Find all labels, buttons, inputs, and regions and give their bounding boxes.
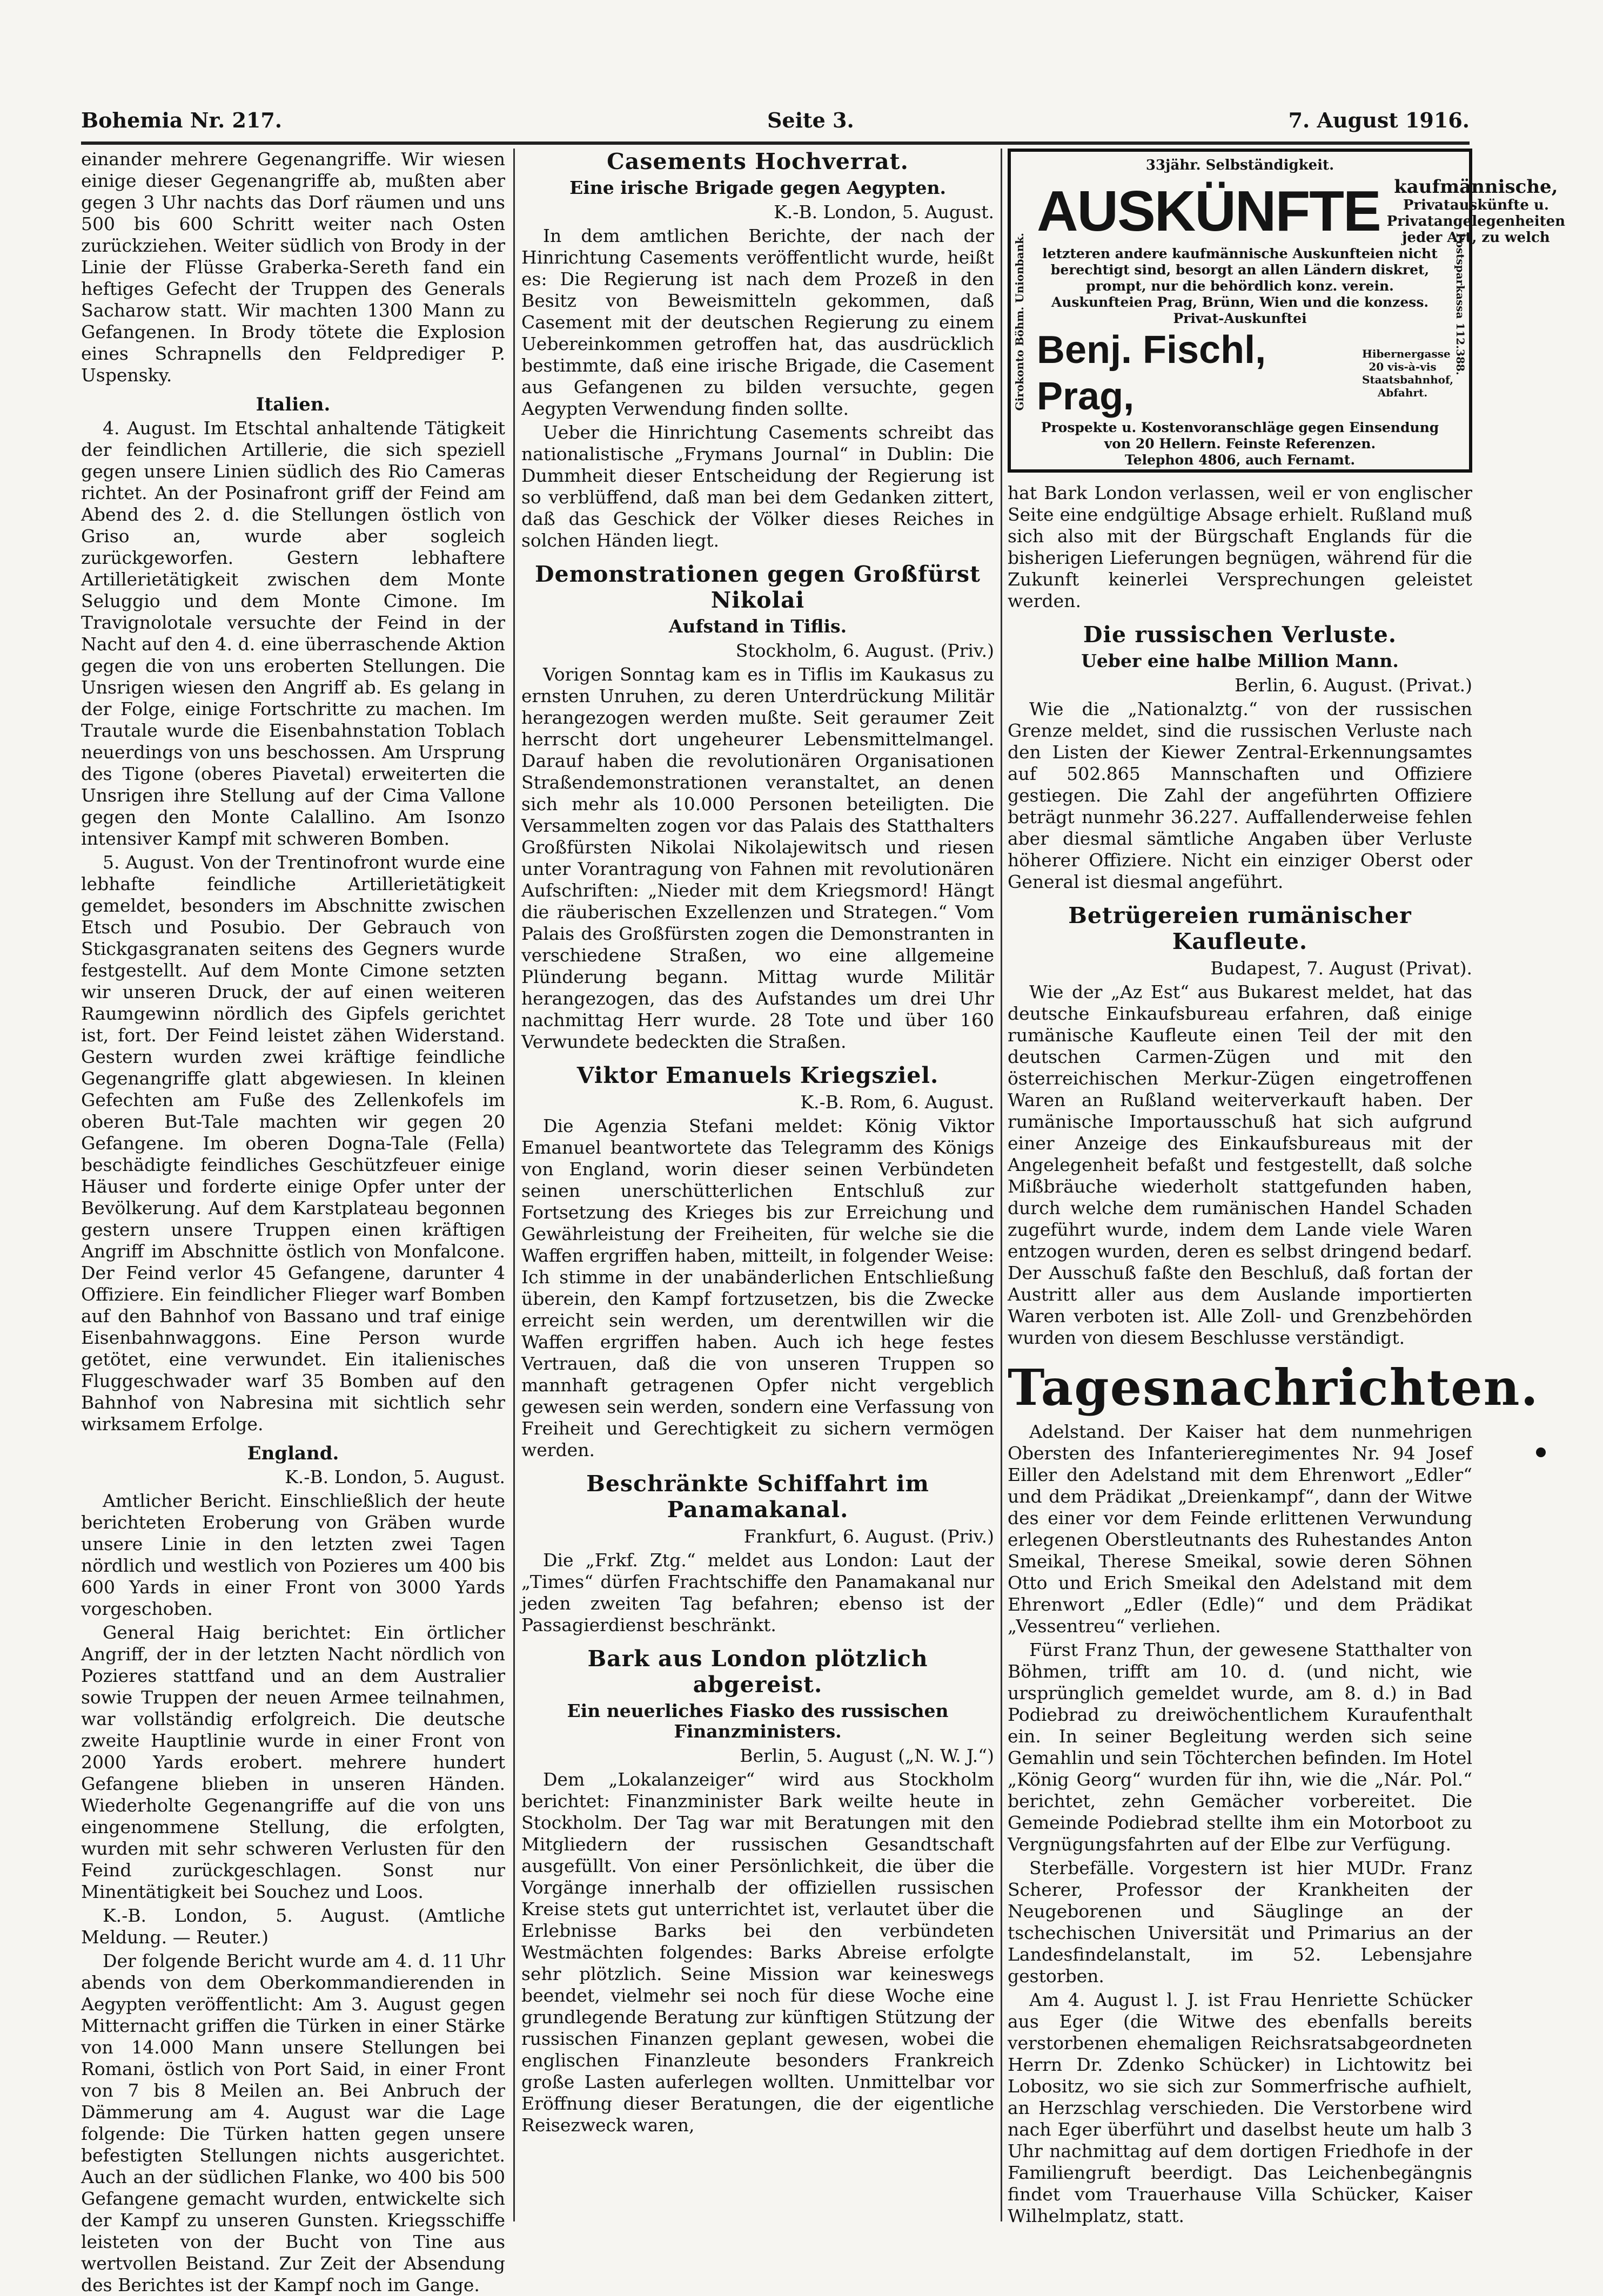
article-text: Wie der „Az Est“ aus Bukarest meldet, hat das deutsche Einkaufsbureau erfahren, daß einige rumänische Kaufleute einen Teil der mit den deutschen Carmen-Zügen und mit den österreichischen Merkur-Zügen eingetroffenen Waren an Rußland weiterverkauft haben. Der rumänische Importausschuß hat sich aufgrund einer Anzeige des Einkaufsbureaus mit der Angelegenheit befaßt und festgestellt, daß solche Mißbräuche wiederholt stattgefunden haben, durch welche dem rumänischen Handel Schaden zugeführt wurde, indem dem Lande viele Waren entzogen wurden, deren es selbst dringend bedarf. Der Ausschuß faßte den Beschluß, daß fortan der Austritt aller aus dem Auslande importierten Waren verboten ist. Alle Zoll- und Grenzbehörden wurden von diesem Beschlusse verständigt.: [1008, 981, 1472, 1348]
section-heading-england: England.: [247, 1443, 339, 1464]
dateline: K.-B. Rom, 6. August.: [800, 1092, 994, 1113]
ad-side-text-right: Postsparkassa 112.388.: [1454, 233, 1467, 375]
section-heading-italien: Italien.: [256, 394, 331, 415]
dateline: Budapest, 7. August (Privat).: [1210, 958, 1472, 979]
subheadline: Aufstand in Tiflis.: [668, 616, 847, 637]
dateline: Frankfurt, 6. August. (Priv.): [743, 1526, 994, 1547]
ad-telephone: Telephon 4806, auch Fernamt.: [1124, 452, 1356, 468]
subheadline: Ueber eine halbe Million Mann.: [1081, 650, 1399, 671]
article-text: Amtlicher Bericht. Einschließlich der heute berichteten Eroberung von Gräben wurde unsere Linie in den letzten zwei Tagen nördlich und westlich von Pozieres um 400 bis 600 Yards in einer Front von 3000 Yards vorgeschoben.: [81, 1490, 505, 1619]
ad-title-row: [1037, 176, 1566, 246]
dateline: Berlin, 5. August („N. W. J.“): [740, 1745, 994, 1766]
punch-hole-mark: [1536, 1447, 1546, 1457]
dateline: Stockholm, 6. August. (Priv.): [735, 640, 994, 661]
headline-bark: Bark aus London plötzlich abgereist.: [587, 1646, 928, 1698]
article-text: Adelstand. Der Kaiser hat dem nunmehrigen Obersten des Infanterieregimentes Nr. 94 Josef Eiller den Adelstand mit dem Ehrenwort „Edler“ und dem Prädikat „Dreienkampf“, dann der Witwe des einer vor dem Feinde erlittenen Verwundung erlegenen Oberstleutnants des Ruhestandes Anton Smeikal, Therese Smeikal, sowie deren Söhnen Otto und Erich Smeikal den Adelstand mit dem Ehrenwort „Edler (Edle)“ und dem Prädikat „Vessentreu“ verliehen.: [1008, 1421, 1472, 1637]
dateline: Berlin, 6. August. (Privat.): [1235, 675, 1472, 696]
ad-description: letzteren andere kaufmännische Auskunfteien nicht berechtigt sind, besorgt an allen Ländern diskret, prompt, nur die behördlich konz. verein. Auskunfteien Prag, Brünn, Wien und die konzess. Privat-Auskunftei: [1042, 246, 1438, 326]
ad-firm-row: [1037, 327, 1454, 420]
article-text: 5. August. Von der Trentinofront wurde eine lebhafte feindliche Artillerietätigkeit gemeldet, besonders im Abschnitte zwischen Etsch und Posubio. Der Gebrauch von Stickgasgranaten seitens des Gegners wurde festgestellt. Auf dem Monte Cimone setzten wir unseren Druck, der auf einen weiteren Raumgewinn nördlich des Gipfels gerichtet ist, fort. Der Feind leistet zähen Widerstand. Gestern wurden zwei kräftige feindliche Gegenangriffe glatt abgewiesen. In kleinen Gefechten am Fuße des Zellenkofels im oberen But-Tale machten wir gegen 20 Gefangene. Im oberen Dogna-Tale (Fella) beschädigte feindliches Geschützfeuer einige Häuser und forderte einige Opfer unter der Bevölkerung. Auf dem Karstplateau begonnen gestern unsere Truppen einen kräftigen Angriff im Abschnitte östlich von Monfalcone. Der Feind verlor 45 Gefangene, darunter 4 Offiziere. Ein feindlicher Flieger warf Bomben auf den Bahnhof von Bassano und traf einige Eisenbahnwaggons. Eine Person wurde getötet, eine verwundet. Ein italienisches Fluggeschwader warf 35 Bomben auf den Bahnhof von Nabresina mit sichtlich sehr wirksamem Erfolge.: [81, 852, 505, 1435]
ad-firm-name: Benj. Fischl, Prag,: [1037, 328, 1266, 418]
article-text: 4. August. Im Etschtal anhaltende Tätigkeit der feindlichen Artillerie, die sich speziell gegen unsere Linien südlich des Rio Cameras richtet. An der Posinafront griff der Feind am Abend des 2. d. die Stellungen östlich von Griso an, wurde aber sogleich zurückgeworfen. Gestern lebhaftere Artillerietätigkeit zwischen dem Monte Seluggio und dem Monte Cimone. Im Travignolotale versuchte der Feind in der Nacht auf den 4. d. eine überraschende Aktion gegen die von uns eroberten Stellungen. Die Unsrigen wiesen den Angriff ab. Es gelang in der Folge, einige Fortschritte zu machen. Im Trautale wurde die Eisenbahnstation Toblach neuerdings von uns beschossen. Am Ursprung des Tigone (oberes Piavetal) erweiterten die Unsrigen ihre Stellung auf der Cima Vallone gegen den Monte Calallino. Am Isonzo intensiver Kampf mit schweren Bomben.: [81, 418, 505, 849]
headline-panamakanal: Beschränkte Schiffahrt im Panamakanal.: [586, 1471, 929, 1523]
page-header: [81, 108, 1470, 140]
article-text: hat Bark London verlassen, weil er von englischer Seite eine endgültige Absage erhielt. Rußland muß sich also mit der Bürgschaft Englands für die bisherigen Lieferungen begnügen, während für die Zukunft keinerlei Versprechungen geleistet werden.: [1008, 482, 1472, 611]
article-text: Die Agenzia Stefani meldet: König Viktor Emanuel beantwortete das Telegramm des Königs von England, worin dieser seinen Verbündeten seinen unerschütterlichen Entschluß zur Fortsetzung des Krieges bis zur Erreichung und Gewährleistung der Freiheiten, für welche sie die Waffen ergriffen haben, mitteilt, in folgender Weise: Ich stimme in der unabänderlichen Entschließung überein, den Kampf fortzusetzen, bis die Zwecke erreicht sein werden, um derentwillen wir die Waffen ergriffen haben. Auch ich hege festes Vertrauen, daß die von unseren Truppen so mannhaft getragenen Opfer nicht vergeblich gewesen sein werden, sondern eine Verfassung von Freiheit und Gerechtigkeit zu sichern vermögen werden.: [521, 1115, 994, 1460]
ad-address: Hibernergasse 20 vis-à-vis Staatsbahnhof, Abfahrt.: [1362, 347, 1454, 399]
headline-betruegereien: Betrügereien rumänischer Kaufleute.: [1068, 903, 1412, 954]
article-text: Am 4. August l. J. ist Frau Henriette Schücker aus Eger (die Witwe des ebenfalls bereits verstorbenen ehemaligen Reichsratsabgeordneten Herrn Dr. Zdenko Schücker) in Lichtowitz bei Lobositz, wo sie sich zur Sommerfrische aufhielt, an Herzschlag verschieden. Die Verstorbene wird nach Eger überführt und daselbst heute um halb 3 Uhr nachmittag auf dem dortigen Friedhofe in der Familiengruft beerdigt. Das Leichenbegängnis findet vom Trauerhause Villa Schücker, Kaiser Wilhelmplatz, statt.: [1008, 1989, 1472, 2226]
headline-nikolai: Demonstrationen gegen Großfürst Nikolai: [535, 561, 981, 613]
article-text: Ueber die Hinrichtung Casements schreibt das nationalistische „Frymans Journal“ in Dublin: Die Dummheit dieser Entscheidung der Regierung ist so verblüffend, daß man bei dem Gedanken zittert, daß das Geschick der Völker dieses Reiches in solchen Händen liegt.: [521, 422, 994, 551]
ad-tagline: 33jähr. Selbständigkeit.: [1145, 157, 1334, 173]
article-text: Fürst Franz Thun, der gewesene Statthalter von Böhmen, trifft am 10. d. (und nicht, wie ursprünglich gemeldet wurde, am 8. d.) in Bad Podiebrad zu dreiwöchentlichem Kuraufenthalt ein. In seiner Begleitung werden sich seine Gemahlin und sein Töchterchen befinden. Im Hotel „König Georg“ wurden für ihn, wie die „Nár. Pol.“ berichtet, zehn Gemächer vorbereitet. Die Gemeinde Podiebrad stellte ihm ein Motorboot zu Vergnügungsfahrten auf der Elbe zur Verfügung.: [1008, 1639, 1472, 1855]
header-date: 7. August 1916.: [1288, 108, 1470, 132]
article-text: einander mehrere Gegenangriffe. Wir wiesen einige dieser Gegenangriffe ab, mußten aber gegen 3 Uhr nachts das Dorf räumen und uns 500 bis 600 Schritt weiter nach Osten zurückziehen. Weiter südlich von Brody in der Linie der Flüsse Graberka-Sereth fand ein heftiges Gefecht der Truppen des Generals Sacharow statt. Wir machten 1300 Mann zu Gefangenen. In Brody tötete die Explosion eines Schrapnells den Feldprediger P. Uspensky.: [81, 149, 505, 386]
subheadline: Eine irische Brigade gegen Aegypten.: [569, 177, 946, 198]
column-divider-1: [513, 149, 515, 2221]
article-text: Dem „Lokalanzeiger“ wird aus Stockholm berichtet: Finanzminister Bark weilte heute in Stockholm. Der Tag war mit Beratungen mit den Mitgliedern der russischen Gesandtschaft ausgefüllt. Von einer Persönlichkeit, die über die Vorgänge innerhalb der offiziellen russischen Kreise stets gut unterrichtet ist, verlautet über die Erlebnisse Barks bei den verbündeten Westmächten folgendes: Barks Abreise erfolgte sehr plötzlich. Seine Mission war keineswegs beendet, vielmehr sei noch für diese Woche eine grundlegende Beratung zur künftigen Stützung der russischen Finanzen geplant gewesen, wobei die englischen Finanzleute besonders Frankreich große Lasten auferlegen wollten. Unmittelbar vor Eröffnung dieser Beratungen, die der eigentliche Reisezweck waren,: [521, 1769, 994, 2136]
column-divider-2: [1001, 149, 1002, 2221]
dateline: K.-B. London, 5. August.: [285, 1466, 505, 1487]
ad-title-side: [1387, 177, 1565, 246]
header-page-number: Seite 3.: [767, 108, 854, 132]
headline-viktor-emanuel: Viktor Emanuels Kriegsziel.: [576, 1062, 939, 1088]
headline-russische-verluste: Die russischen Verluste.: [1083, 622, 1397, 648]
article-text: Die „Frkf. Ztg.“ meldet aus London: Laut der „Times“ dürfen Frachtschiffe den Panamakanal nur jeden zweiten Tag befahren; ebenso ist der Passagierdienst beschränkt.: [521, 1550, 994, 1635]
ad-privat: Privatauskünfte u. Privatangelegenheiten jeder Art, zu welch: [1386, 197, 1566, 246]
column-3: [1008, 149, 1566, 2227]
column-2: [521, 149, 994, 2227]
advertisement-box: [1008, 149, 1566, 473]
dateline: K.-B. London, 5. August.: [774, 201, 994, 223]
header-publication: Bohemia Nr. 217.: [81, 108, 283, 132]
ad-prospekte: Prospekte u. Kostenvoranschläge gegen Einsendung von 20 Hellern. Feinste Referenzen.: [1041, 420, 1439, 452]
header-rule: [81, 142, 1470, 145]
ad-title-word: AUSKÜNFTE: [1037, 179, 1380, 243]
article-text: K.-B. London, 5. August. (Amtliche Meldung. — Reuter.): [81, 1905, 505, 1948]
article-text: Wie die „Nationalztg.“ von der russischen Grenze meldet, sind die russischen Verluste nach den Listen der Kiewer Zentral-Erkennungsamtes auf 502.865 Mannschaften und Offiziere gestiegen. Die Zahl der angeführten Offiziere beträgt nunmehr 36.227. Auffallenderweise fehlen aber diesmal sämtliche Angaben über Verluste höherer Offiziere. Nicht ein einziger Oberst oder General ist diesmal angeführt.: [1008, 698, 1472, 892]
article-text: Der folgende Bericht wurde am 4. d. 11 Uhr abends von dem Oberkommandierenden in Aegypten veröffentlicht: Am 3. August gegen Mitternacht griffen die Türken in einer Stärke von 14.000 Mann unsere Stellungen bei Romani, östlich von Port Said, in einer Front von 7 bis 8 Meilen an. Bei Anbruch der Dämmerung am 4. August war die Lage folgende: Die Türken hatten gegen unsere befestigten Stellungen nichts ausgerichtet. Auch an der südlichen Flanke, wo 400 bis 500 Gefangene gemacht wurden, entwickelte sich der Kampf zu unseren Gunsten. Kriegsschiffe leisteten von der Bucht von Tine aus wertvollen Beistand. Zur Zeit der Absendung des Berichtes ist der Kampf noch im Gange.: [81, 1950, 505, 2295]
subheadline: Ein neuerliches Fiasko des russischen Finanzministers.: [567, 1700, 949, 1742]
article-text: Vorigen Sonntag kam es in Tiflis im Kaukasus zu ernsten Unruhen, zu deren Unterdrückung Militär herangezogen werden mußte. Seit geraumer Zeit herrscht dort ungeheurer Lebensmittelmangel. Darauf haben die revolutionären Organisationen Straßendemonstrationen veranstaltet, an denen sich mehr als 10.000 Personen beteiligten. Die Versammelten zogen vor das Palais des Statthalters Großfürsten Nikolai Nikolajewitsch und riesen unter Vorantragung von Fahnen mit revolutionären Aufschriften: „Nieder mit dem Kriegsmord! Hängt die räuberischen Exzellenzen und Strategen.“ Vom Palais des Großfürsten zogen die Demonstranten in verschiedene Straßen, wo eine allgemeine Plünderung begann. Mittag wurde Militär herangezogen, das des Aufstandes um drei Uhr nachmittag Herr wurde. 28 Tote und über 160 Verwundete bedeckten die Straßen.: [521, 664, 994, 1052]
article-text: General Haig berichtet: Ein örtlicher Angriff, der in der letzten Nacht nördlich von Pozieres stattfand und an dem Australier sowie Truppen der neuen Armee teilnahmen, war vollständig erfolgreich. Die deutsche zweite Hauptlinie wurde in einer Front von 2000 Yards erobert. mehrere hundert Gefangene blieben in unseren Händen. Wiederholte Gegenangriffe auf die von uns eingenommene Stellung, die erfolgten, wurden mit sehr schweren Verlusten für den Feind zurückgeschlagen. Sonst nur Minentätigkeit bei Souchez und Loos.: [81, 1622, 505, 1902]
article-text: In dem amtlichen Berichte, der nach der Hinrichtung Casements veröffentlicht wurde, heißt es: Die Regierung ist nach dem Prozeß in den Besitz von Beweismitteln gekommen, daß Casement mit der deutschen Regierung zu einem Uebereinkommen getroffen hat, das ausdrücklich bestimmte, daß eine irische Brigade, die Casement aus Gefangenen zu bilden versuchte, gegen Aegypten Verwendung finden sollte.: [521, 225, 994, 419]
headline-casement: Casements Hochverrat.: [607, 149, 909, 174]
column-1: [81, 149, 505, 2295]
ad-kaufmaennische: kaufmännische,: [1394, 176, 1558, 198]
section-title-tagesnachrichten: Tagesnachrichten.: [1008, 1358, 1539, 1417]
article-text: Sterbefälle. Vorgestern ist hier MUDr. Franz Scherer, Professor der Krankheiten der Neugeborenen und Säuglinge an der tschechischen Universität und Primarius an der Landesfindelanstalt, im 52. Lebensjahre gestorben.: [1008, 1857, 1472, 1987]
ad-side-text-left: Girokonto Böhm. Unionbank.: [1013, 233, 1026, 411]
